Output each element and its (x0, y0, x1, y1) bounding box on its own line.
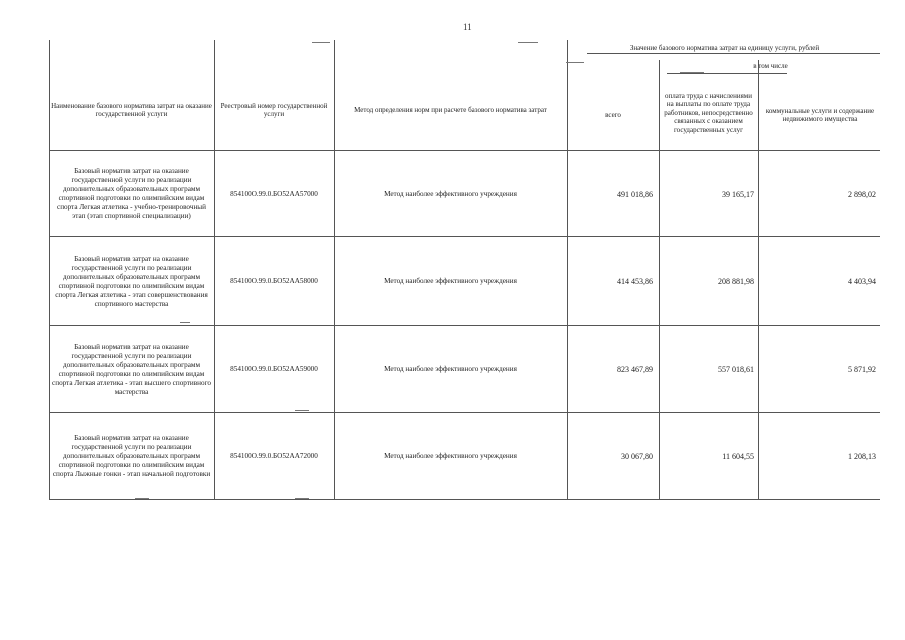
row-4-labor (661, 414, 758, 499)
header-method-label: Метод определения норм при расчете базового норматива затрат (354, 105, 547, 114)
row-registry-text: 854100О.99.0.БО52АА72000 (230, 452, 318, 460)
row-4-name (51, 414, 212, 499)
header-labor (661, 76, 756, 150)
scan-mark (180, 322, 190, 323)
row-3-total (569, 327, 657, 412)
row-method-text: Метод наиболее эффективного учреждения (384, 452, 517, 460)
row-2-name (51, 238, 212, 325)
header-total (569, 80, 657, 150)
row-labor-value: 557 018,61 (718, 365, 754, 374)
grid-line (49, 40, 50, 500)
header-group-title-label: Значение базового норматива затрат на единицу услуги, рублей (629, 43, 820, 52)
row-utilities-value: 5 871,92 (848, 365, 876, 374)
header-utilities (760, 80, 880, 150)
row-labor-value: 39 165,17 (722, 189, 754, 199)
header-registry-label: Реестровый номер государственной услуги (220, 101, 328, 118)
grid-line (49, 325, 880, 326)
header-name (51, 70, 212, 150)
row-name-text: Базовый норматив затрат на оказание государственной услуги по реализации дополнительных образовательных программ спортивной подготовки по олимпийским видам спорта Легкая атлетика - учебно-тренировочный этап (этап спортивной специализации) (57, 167, 206, 220)
grid-line (667, 73, 787, 74)
grid-line (214, 40, 215, 500)
row-1-total (569, 152, 657, 236)
row-method-text: Метод наиболее эффективного учреждения (384, 365, 517, 373)
scan-mark (295, 410, 309, 411)
grid-line (49, 150, 880, 151)
scan-mark (312, 42, 330, 43)
row-2-total (569, 238, 657, 325)
row-1-utilities (760, 152, 880, 236)
row-utilities-value: 4 403,94 (848, 277, 876, 286)
header-method (336, 70, 565, 150)
row-total-value: 823 467,89 (617, 365, 653, 374)
row-1-method (336, 152, 565, 236)
row-total-value: 491 018,86 (617, 189, 653, 199)
grid-line (567, 40, 568, 500)
row-3-labor (661, 327, 758, 412)
row-2-labor (661, 238, 758, 325)
row-2-utilities (760, 238, 880, 325)
grid-line (334, 40, 335, 500)
header-labor-label: оплата труда с начислениями на выплаты по оплате труда работников, непосредственно связанных с оказанием государственных услуг (664, 91, 753, 134)
row-2-registry (216, 238, 332, 325)
header-total-label: всего (605, 110, 621, 119)
header-utilities-label: коммунальные услуги и содержание недвижимого имущества (765, 106, 875, 123)
row-total-value: 30 067,80 (621, 452, 653, 461)
row-name-text: Базовый норматив затрат на оказание государственной услуги по реализации дополнительных образовательных программ спортивной подготовки по олимпийским видам спорта Лыжные гонки - этап начальной подготовки (52, 434, 211, 478)
scan-mark (135, 498, 149, 499)
cost-norms-table (27, 40, 880, 500)
row-registry-text: 854100О.99.0.БО52АА58000 (230, 277, 318, 285)
row-3-registry (216, 327, 332, 412)
row-4-total (569, 414, 657, 499)
scan-mark (566, 62, 584, 63)
grid-line (49, 236, 880, 237)
row-name-text: Базовый норматив затрат на оказание государственной услуги по реализации дополнительных образовательных программ спортивной подготовки по олимпийским видам спорта Легкая атлетика - этап высшего спортивного мастерства (52, 342, 211, 396)
row-3-name (51, 327, 212, 412)
header-subgroup-label: в том числе (753, 61, 788, 70)
row-1-name (51, 152, 212, 236)
grid-line (49, 412, 880, 413)
scan-mark (295, 498, 309, 499)
row-method-text: Метод наиболее эффективного учреждения (384, 277, 517, 285)
row-1-labor (661, 152, 758, 236)
page-number: 11 (463, 22, 472, 32)
row-4-registry (216, 414, 332, 499)
row-utilities-value: 2 898,02 (848, 189, 876, 199)
row-labor-value: 208 881,98 (718, 277, 754, 286)
header-subgroup (661, 60, 880, 72)
row-labor-value: 11 604,55 (722, 452, 754, 461)
row-3-utilities (760, 327, 880, 412)
header-group-title (569, 42, 880, 54)
grid-line (49, 499, 880, 500)
row-2-method (336, 238, 565, 325)
scan-mark (680, 72, 704, 73)
row-registry-text: 854100О.99.0.БО52АА57000 (230, 189, 318, 198)
row-4-utilities (760, 414, 880, 499)
row-1-registry (216, 152, 332, 236)
grid-line (758, 60, 759, 500)
grid-line (659, 60, 660, 500)
row-registry-text: 854100О.99.0.БО52АА59000 (230, 365, 318, 373)
scan-mark (518, 42, 538, 43)
header-name-label: Наименование базового норматива затрат на оказание государственной услуги (51, 101, 212, 118)
row-total-value: 414 453,86 (617, 277, 653, 286)
row-3-method (336, 327, 565, 412)
header-registry (216, 70, 332, 150)
row-4-method (336, 414, 565, 499)
row-name-text: Базовый норматив затрат на оказание государственной услуги по реализации дополнительных образовательных программ спортивной подготовки по олимпийским видам спорта Легкая атлетика - этап совершенствования спортивного мастерства (55, 254, 208, 308)
row-utilities-value: 1 208,13 (848, 452, 876, 461)
row-method-text: Метод наиболее эффективного учреждения (384, 189, 517, 198)
